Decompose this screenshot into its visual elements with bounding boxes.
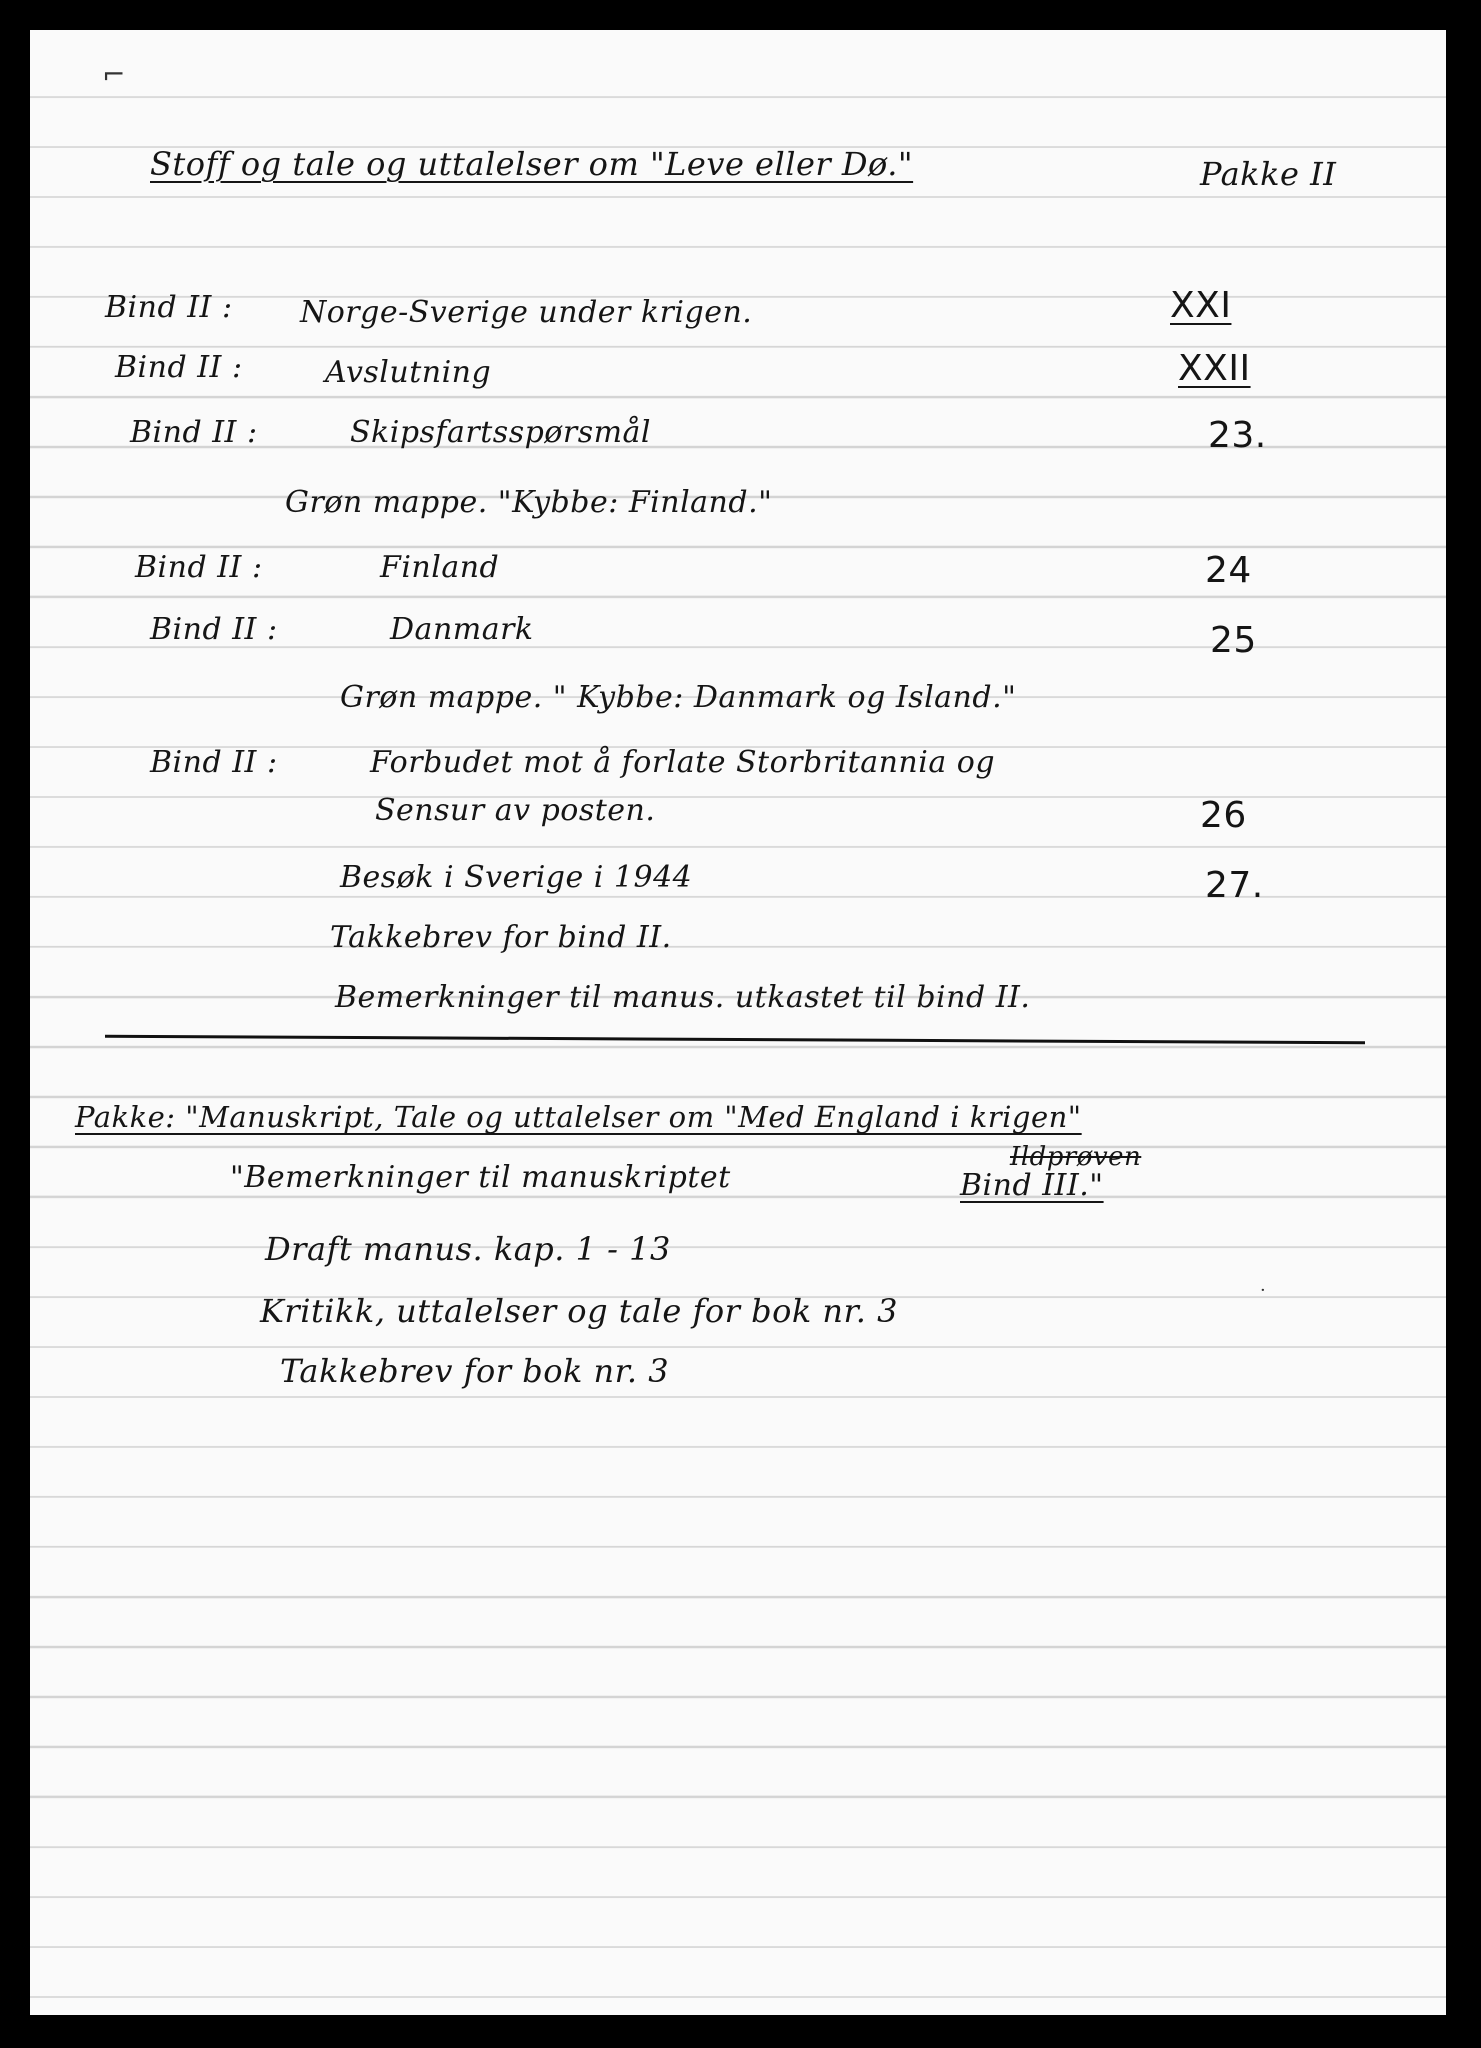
- row-12-text: Bemerkninger til manus. utkastet til bind II.: [335, 980, 1031, 1015]
- pakke-label: Pakke II: [1200, 155, 1337, 193]
- row-2-label: Bind II :: [115, 350, 243, 385]
- row-5-text: Finland: [380, 550, 500, 585]
- manuscript-page: [30, 30, 1446, 2015]
- section2-heading: Pakke: "Manuskript, Tale og uttalelser om "Med England i krigen": [75, 1100, 1082, 1134]
- section-divider: [105, 1035, 1365, 1045]
- row-2-number: XXII: [1178, 348, 1251, 389]
- row-3-text: Skipsfartsspørsmål: [350, 415, 652, 450]
- row-6-number: 25: [1210, 620, 1257, 661]
- section2-subheading-bind: Bind III.": [960, 1168, 1104, 1203]
- section2-heading-strike: Ildprøven: [1010, 1142, 1142, 1172]
- row-10-text: Besøk i Sverige i 1944: [340, 860, 693, 895]
- row-6-text: Danmark: [390, 612, 534, 647]
- row-2-text: Avslutning: [325, 355, 492, 390]
- row-1-number: XXI: [1170, 285, 1232, 326]
- section2-subheading: "Bemerkninger til manuskriptet: [230, 1160, 731, 1195]
- margin-dot: ·: [1260, 1280, 1266, 1301]
- row-1-label: Bind II :: [105, 290, 233, 325]
- row-8-label: Bind II :: [150, 745, 278, 780]
- paper-clip-mark: ⌐: [102, 58, 126, 91]
- row-5-label: Bind II :: [135, 550, 263, 585]
- row-5-number: 24: [1205, 550, 1252, 591]
- row-11-text: Takkebrev for bind II.: [330, 920, 672, 955]
- row-10-number: 27.: [1205, 865, 1264, 906]
- row-9-text: Sensur av posten.: [375, 793, 656, 828]
- section2-item-1: Draft manus. kap. 1 - 13: [265, 1230, 671, 1268]
- row-8-text: Forbudet mot å forlate Storbritannia og: [370, 745, 996, 780]
- row-3-label: Bind II :: [130, 415, 258, 450]
- row-7-text: Grøn mappe. " Kybbe: Danmark og Island.": [340, 680, 1017, 715]
- row-6-label: Bind II :: [150, 612, 278, 647]
- section2-item-3: Takkebrev for bok nr. 3: [280, 1352, 670, 1390]
- row-9-number: 26: [1200, 795, 1247, 836]
- row-3-number: 23.: [1208, 415, 1267, 456]
- page-title: Stoff og tale og uttalelser om "Leve eller Dø.": [150, 145, 914, 183]
- row-4-text: Grøn mappe. "Kybbe: Finland.": [285, 485, 773, 520]
- row-1-text: Norge-Sverige under krigen.: [300, 295, 753, 330]
- section2-item-2: Kritikk, uttalelser og tale for bok nr. 3: [260, 1292, 898, 1330]
